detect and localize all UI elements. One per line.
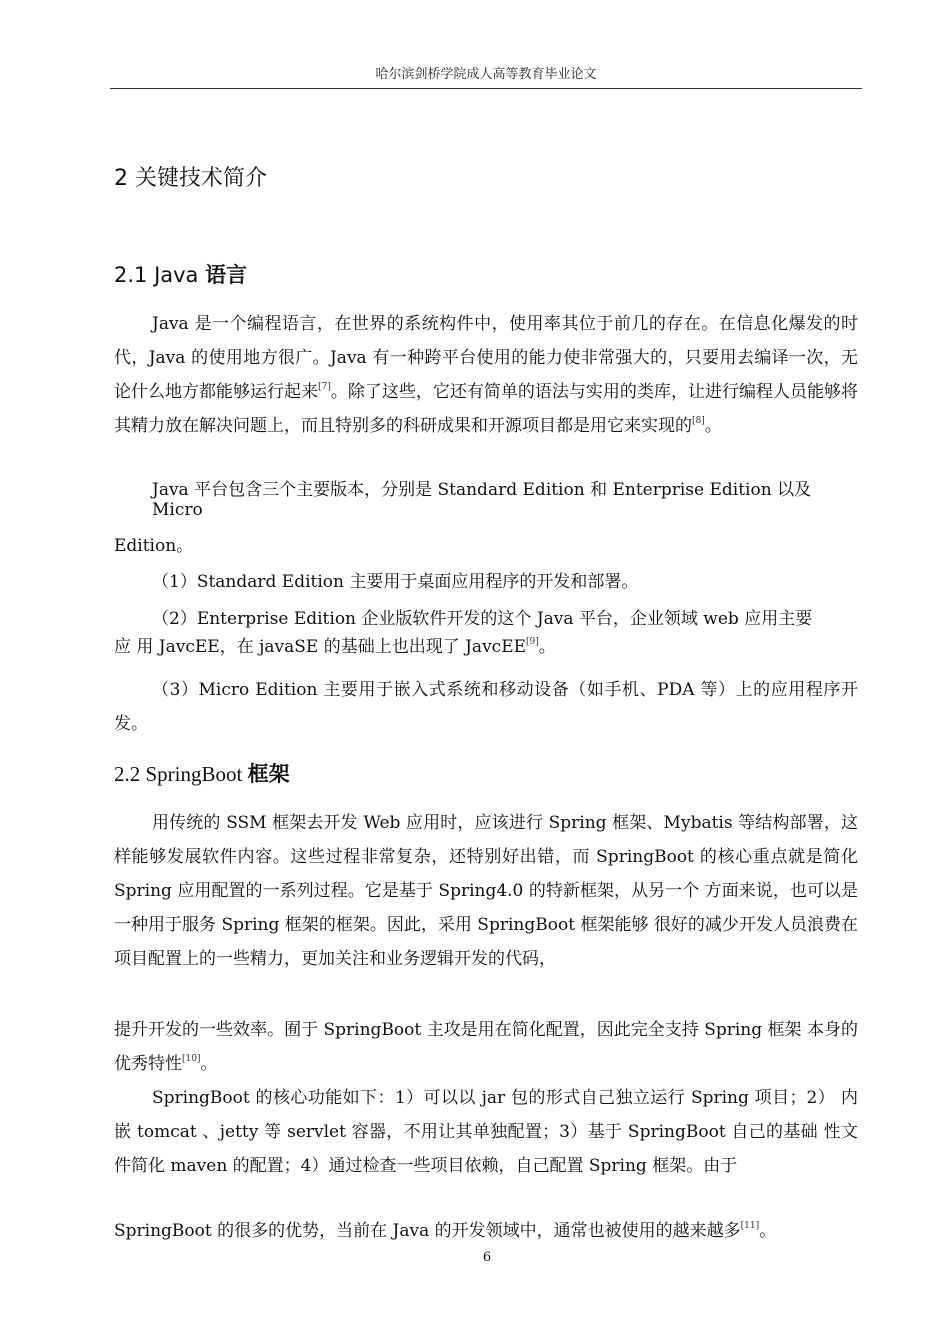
running-header-title: 哈尔滨剑桥学院成人高等教育毕业论文 bbox=[375, 67, 597, 82]
citation-9[interactable]: [9] bbox=[526, 637, 539, 647]
java-versions-line-2: Micro bbox=[152, 500, 203, 520]
citation-8[interactable]: [8] bbox=[692, 416, 705, 426]
java-paragraph-1 bbox=[114, 307, 858, 443]
text-run: Java 是一个编程语言，在世界的系统构件中，使用率其位于前几的存在。在信息化爆发的时代，Java 的使用地方很广。Java 有一种跨平台使用的能力使非常强大的，只要用去编译一次，无论什么地方都能够运行起来 bbox=[114, 314, 858, 402]
list-item-standard-edition: （1）Standard Edition 主要用于桌面应用程序的开发和部署。 bbox=[152, 572, 639, 592]
springboot-paragraph-1-cont bbox=[114, 1013, 858, 1081]
list-item-micro-edition: （3）Micro Edition 主要用于嵌入式系统和移动设备（如手机、PDA 等）上的应用程序开发。 bbox=[114, 680, 858, 734]
springboot-paragraph-3 bbox=[114, 1214, 858, 1248]
citation-7[interactable]: [7] bbox=[318, 382, 331, 392]
text-run: 。除了这些，它还有简单的语法与实用的类库，让进行编程人员能够将其精力放在解决问题上，而且特别多的科研成果和开源项目都是用它来实现的 bbox=[114, 382, 859, 436]
section-title: 框架 bbox=[247, 762, 290, 786]
text-run: 提升开发的一些效率。囿于 SpringBoot 主攻是用在简化配置，因此完全支持 Spring 框架 本身的优秀特性 bbox=[114, 1020, 858, 1074]
citation-10[interactable]: [10] bbox=[182, 1054, 201, 1064]
chapter-heading: 2 关键技术简介 bbox=[114, 166, 267, 191]
text-run: 。 bbox=[759, 1221, 777, 1241]
section-title: 语言 bbox=[205, 263, 248, 287]
text-run: 。 bbox=[538, 637, 556, 657]
section-number: 2.1 Java bbox=[114, 263, 206, 287]
java-versions-line-1: Java 平台包含三个主要版本，分别是 Standard Edition 和 Enterprise Edition 以及 bbox=[152, 480, 812, 500]
java-versions-line-3: Edition。 bbox=[114, 536, 194, 556]
citation-11[interactable]: [11] bbox=[740, 1221, 760, 1231]
springboot-features-paragraph: SpringBoot 的核心功能如下：1）可以以 jar 包的形式自己独立运行 Spring 项目；2） 内嵌 tomcat 、jetty 等 servlet 容器，不用让其单独配置；3）基于 SpringBoot 自己的基础 性文件简化 maven 的配置；4）通过检查一些项目依赖，自己配置 Spring 框架。由于 bbox=[114, 1088, 858, 1176]
section-number: 2.2 SpringBoot bbox=[114, 762, 248, 786]
page-number: 6 bbox=[482, 1250, 492, 1265]
list-item-enterprise-edition-line-1: （2）Enterprise Edition 企业版软件开发的这个 Java 平台，企业领域 web 应用主要 bbox=[152, 609, 813, 629]
text-run: 。 bbox=[704, 416, 722, 436]
text-run: 。 bbox=[200, 1054, 218, 1074]
section-heading-springboot bbox=[114, 760, 290, 788]
text-run: SpringBoot 的很多的优势，当前在 Java 的开发领域中，通常也被使用的越来越多 bbox=[114, 1221, 741, 1241]
list-item-enterprise-edition-line-2 bbox=[114, 636, 556, 658]
text-run: 应 用 JavcEE，在 javaSE 的基础上也出现了 JavcEE bbox=[114, 637, 527, 657]
running-header bbox=[110, 66, 862, 89]
springboot-paragraph-1: 用传统的 SSM 框架去开发 Web 应用时，应该进行 Spring 框架、Mybatis 等结构部署，这样能够发展软件内容。这些过程非常复杂，还特别好出错，而 SpringBoot 的核心重点就是简化 Spring 应用配置的一系列过程。它是基于 Spring4.0 的特新框架，从另一个 方面来说，也可以是一种用于服务 Spring 框架的框架。因此，采用 SpringBoot 框架能够 很好的减少开发人员浪费在项目配置上的一些精力，更加关注和业务逻辑开发的代码， bbox=[114, 813, 858, 969]
section-heading-java bbox=[114, 261, 247, 289]
